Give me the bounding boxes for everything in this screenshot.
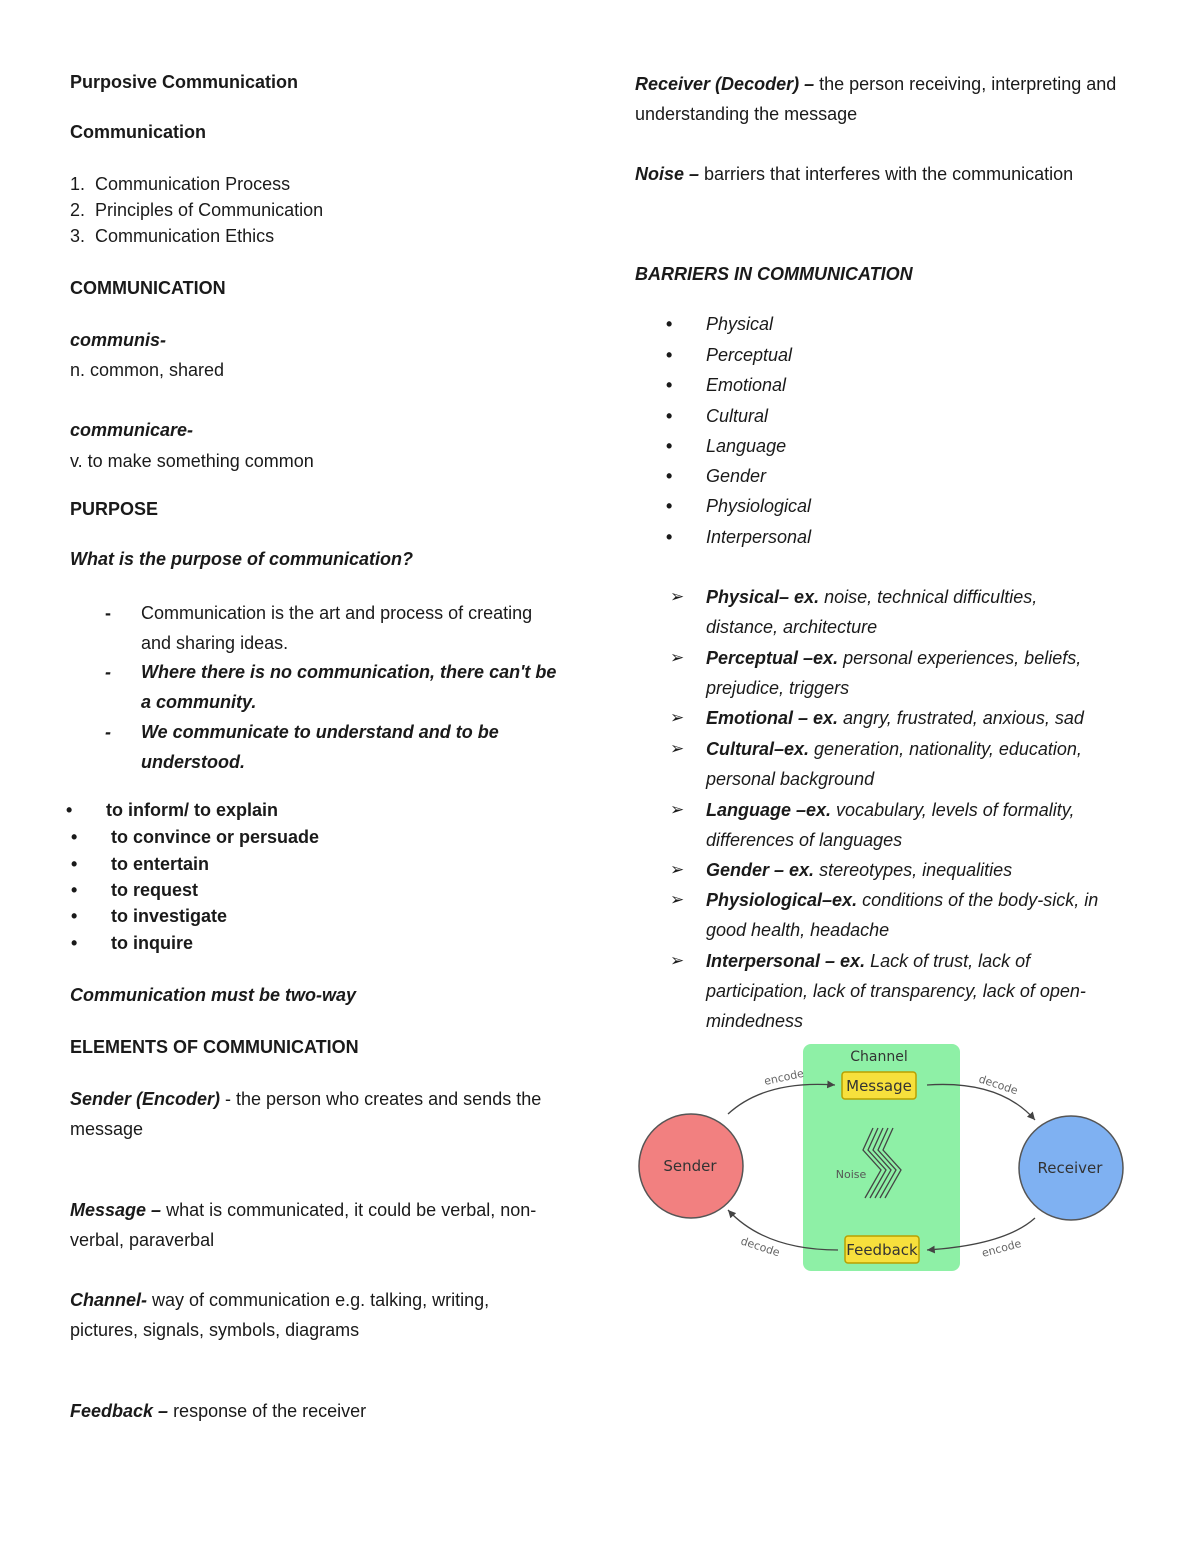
heading-elements: ELEMENTS OF COMMUNICATION	[70, 1037, 359, 1057]
toc-label: Principles of Communication	[95, 200, 324, 220]
example-text: generation, nationality, education, personal background	[706, 739, 1082, 789]
heading-barriers: BARRIERS IN COMMUNICATION	[635, 264, 913, 284]
element-term: Message –	[70, 1200, 162, 1220]
element-noise	[635, 159, 1073, 189]
document-title: Purposive Communication	[70, 72, 299, 92]
barrier-item: • Physiological	[706, 496, 811, 517]
channel-label: Channel	[850, 1049, 908, 1065]
example-text: vocabulary, levels of formality, differences of languages	[706, 800, 1075, 850]
term-communicare: communicare-	[70, 420, 194, 440]
toc-item	[70, 226, 274, 247]
toc-number: 1.	[70, 174, 86, 194]
element-sender	[70, 1084, 550, 1144]
barrier-item: • Physical	[706, 314, 773, 335]
barrier-example	[670, 855, 1126, 885]
dash-item: - We communicate to understand and to be understood.	[141, 717, 541, 777]
definition-communis: n. common, shared	[70, 360, 225, 380]
barrier-item: • Emotional	[706, 375, 786, 396]
dash-item: - Where there is no communication, there can't be a community.	[141, 657, 561, 717]
arrow-bullet-icon: ➢	[670, 708, 685, 727]
receiver-label: Receiver	[1037, 1159, 1103, 1177]
example-term: Language –ex.	[706, 800, 832, 820]
encode-label-bottom: encode	[980, 1236, 1023, 1260]
barrier-item: • Gender	[706, 466, 766, 487]
purpose-item: • to convince or persuade	[111, 827, 319, 848]
term-communis: communis-	[70, 330, 167, 350]
element-definition: way of communication e.g. talking, writing, pictures, signals, symbols, diagrams	[70, 1290, 490, 1340]
example-term: Physiological–ex.	[706, 890, 858, 910]
toc-label: Communication Process	[95, 174, 291, 194]
heading-communication: COMMUNICATION	[70, 278, 226, 298]
barrier-example	[670, 885, 1136, 945]
purpose-item: • to inform/ to explain	[106, 800, 278, 821]
barrier-item: • Cultural	[706, 406, 768, 427]
element-receiver	[635, 69, 1130, 129]
element-definition: barriers that interferes with the communication	[699, 164, 1074, 184]
example-text: noise, technical difficulties, distance, architecture	[706, 587, 1038, 637]
element-channel	[70, 1285, 550, 1345]
element-term: Channel-	[70, 1290, 148, 1310]
example-term: Perceptual –ex.	[706, 648, 839, 668]
toc-item	[70, 174, 290, 195]
example-term: Interpersonal – ex.	[706, 951, 866, 971]
barrier-example	[670, 734, 1086, 794]
barrier-example	[670, 643, 1106, 703]
toc-number: 3.	[70, 226, 86, 246]
element-definition: what is communicated, it could be verbal, non-verbal, paraverbal	[70, 1200, 537, 1250]
example-text: conditions of the body-sick, in good health, headache	[706, 890, 1099, 940]
purpose-item: • to inquire	[111, 933, 193, 954]
element-feedback	[70, 1396, 366, 1426]
purpose-item: • to request	[111, 880, 198, 901]
arrow-bullet-icon: ➢	[670, 587, 685, 606]
example-text: stereotypes, inequalities	[814, 860, 1013, 880]
arrow-bullet-icon: ➢	[670, 860, 685, 879]
decode-label-bottom: decode	[739, 1234, 782, 1260]
barrier-example	[670, 795, 1126, 855]
element-definition: response of the receiver	[168, 1401, 367, 1421]
feedback-label: Feedback	[846, 1241, 918, 1259]
example-text: Lack of trust, lack of participation, lack of transparency, lack of open-mindedness	[706, 951, 1086, 1031]
decode-label-top: decode	[977, 1072, 1020, 1098]
message-label: Message	[846, 1077, 912, 1095]
example-term: Physical– ex.	[706, 587, 820, 607]
two-way-note: Communication must be two-way	[70, 985, 357, 1005]
barrier-item: • Language	[706, 436, 786, 457]
arrow-bullet-icon: ➢	[670, 890, 685, 909]
example-text: angry, frustrated, anxious, sad	[838, 708, 1084, 728]
purpose-question: What is the purpose of communication?	[70, 549, 414, 569]
element-term: Feedback –	[70, 1401, 169, 1421]
barrier-example	[670, 946, 1136, 1036]
term-word: communicare	[70, 420, 188, 440]
sender-label: Sender	[663, 1157, 717, 1175]
purpose-item: • to entertain	[111, 854, 209, 875]
arrow-bullet-icon: ➢	[670, 951, 685, 970]
arrow-bullet-icon: ➢	[670, 739, 685, 758]
definition-communicare: v. to make something common	[70, 451, 314, 471]
example-term: Cultural–ex.	[706, 739, 810, 759]
dash-item: - Communication is the art and process of creating and sharing ideas.	[141, 598, 541, 658]
noise-label: Noise	[835, 1168, 867, 1181]
section-subtitle: Communication	[70, 122, 207, 142]
term-word: communis	[70, 330, 161, 350]
arrow-bullet-icon: ➢	[670, 800, 685, 819]
barrier-item: • Perceptual	[706, 345, 792, 366]
element-term: Receiver (Decoder) –	[635, 74, 815, 94]
heading-purpose: PURPOSE	[70, 499, 159, 519]
toc-number: 2.	[70, 200, 86, 220]
example-text: personal experiences, beliefs, prejudice, triggers	[706, 648, 1082, 698]
element-definition: - the person who creates and sends the message	[70, 1089, 542, 1139]
toc-item	[70, 200, 323, 221]
example-term: Emotional – ex.	[706, 708, 839, 728]
purpose-item: • to investigate	[111, 906, 227, 927]
arrow-bullet-icon: ➢	[670, 648, 685, 667]
barrier-item: • Interpersonal	[706, 527, 811, 548]
communication-model-diagram	[635, 1040, 1135, 1275]
element-term: Noise –	[635, 164, 700, 184]
element-definition: the person receiving, interpreting and understanding the message	[635, 74, 1117, 124]
encode-label-top: encode	[762, 1066, 806, 1088]
element-term: Sender (Encoder)	[70, 1089, 221, 1109]
element-message	[70, 1195, 550, 1255]
barrier-example	[670, 703, 1136, 733]
example-term: Gender – ex.	[706, 860, 815, 880]
toc-label: Communication Ethics	[95, 226, 275, 246]
barrier-example	[670, 582, 1106, 642]
